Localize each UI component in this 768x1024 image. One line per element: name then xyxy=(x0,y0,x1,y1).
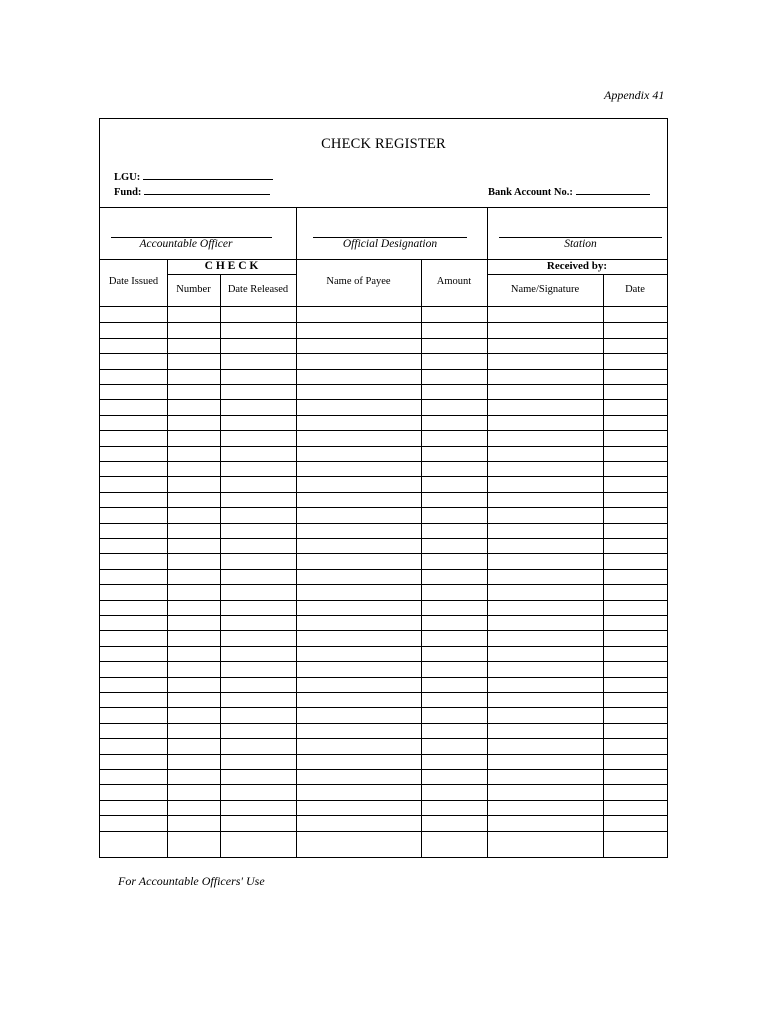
signatory-row xyxy=(100,207,667,260)
col-received-group: Received by: xyxy=(546,260,608,272)
table-row[interactable] xyxy=(100,692,667,693)
table-row[interactable] xyxy=(100,538,667,539)
check-group-underline xyxy=(167,274,296,275)
table-row[interactable] xyxy=(100,784,667,785)
grid-column-line xyxy=(220,307,221,857)
table-row[interactable] xyxy=(100,815,667,816)
official-designation-label: Official Designation xyxy=(342,238,438,250)
grid-column-line xyxy=(487,307,488,857)
col-number: Number xyxy=(176,284,211,295)
grid-column-line xyxy=(296,307,297,857)
table-row[interactable] xyxy=(100,569,667,570)
col-check-group: C H E C K xyxy=(204,260,259,272)
table-row[interactable] xyxy=(100,430,667,431)
table-row[interactable] xyxy=(100,754,667,755)
col-name-signature: Name/Signature xyxy=(510,284,580,295)
form-header xyxy=(100,119,667,208)
table-row[interactable] xyxy=(100,338,667,339)
table-row[interactable] xyxy=(100,384,667,385)
table-row[interactable] xyxy=(100,353,667,354)
fund-label: Fund: xyxy=(114,187,142,198)
lgu-field xyxy=(114,169,273,183)
table-row[interactable] xyxy=(100,600,667,601)
table-row[interactable] xyxy=(100,584,667,585)
fund-field xyxy=(114,184,270,198)
table-row[interactable] xyxy=(100,476,667,477)
accountable-officer-cell xyxy=(100,207,296,259)
table-row[interactable] xyxy=(100,646,667,647)
table-row[interactable] xyxy=(100,630,667,631)
accountable-officer-label: Accountable Officer xyxy=(139,238,233,250)
table-row[interactable] xyxy=(100,507,667,508)
table-row[interactable] xyxy=(100,492,667,493)
check-register-form xyxy=(99,118,668,858)
table-row[interactable] xyxy=(100,523,667,524)
register-grid xyxy=(100,307,667,857)
bank-account-field xyxy=(488,184,650,198)
station-cell xyxy=(488,207,668,259)
table-row[interactable] xyxy=(100,677,667,678)
table-row[interactable] xyxy=(100,322,667,323)
table-row[interactable] xyxy=(100,769,667,770)
table-row[interactable] xyxy=(100,415,667,416)
col-date-released: Date Released xyxy=(227,284,289,295)
col-name-of-payee: Name of Payee xyxy=(326,276,391,287)
official-designation-cell xyxy=(297,207,487,259)
table-row[interactable] xyxy=(100,461,667,462)
col-amount: Amount xyxy=(436,276,472,287)
lgu-label: LGU: xyxy=(114,172,141,183)
table-header xyxy=(100,260,667,307)
table-row[interactable] xyxy=(100,800,667,801)
table-row[interactable] xyxy=(100,738,667,739)
lgu-blank[interactable] xyxy=(143,169,273,180)
table-row[interactable] xyxy=(100,369,667,370)
appendix-number: Appendix 41 xyxy=(604,88,665,102)
fund-blank[interactable] xyxy=(144,184,270,195)
bank-account-blank[interactable] xyxy=(576,184,650,195)
received-group-underline xyxy=(487,274,667,275)
grid-column-line xyxy=(603,307,604,857)
table-row[interactable] xyxy=(100,399,667,400)
table-row[interactable] xyxy=(100,831,667,832)
footnote: For Accountable Officers' Use xyxy=(118,874,265,888)
table-row[interactable] xyxy=(100,553,667,554)
table-row[interactable] xyxy=(100,446,667,447)
col-date: Date xyxy=(625,284,645,295)
col-date-issued: Date Issued xyxy=(108,276,159,287)
form-title: CHECK REGISTER xyxy=(321,136,446,152)
table-row[interactable] xyxy=(100,615,667,616)
table-row[interactable] xyxy=(100,707,667,708)
bank-account-label: Bank Account No.: xyxy=(488,187,573,198)
table-row[interactable] xyxy=(100,723,667,724)
station-label: Station xyxy=(564,238,597,250)
grid-column-line xyxy=(167,307,168,857)
table-row[interactable] xyxy=(100,661,667,662)
grid-column-line xyxy=(421,307,422,857)
